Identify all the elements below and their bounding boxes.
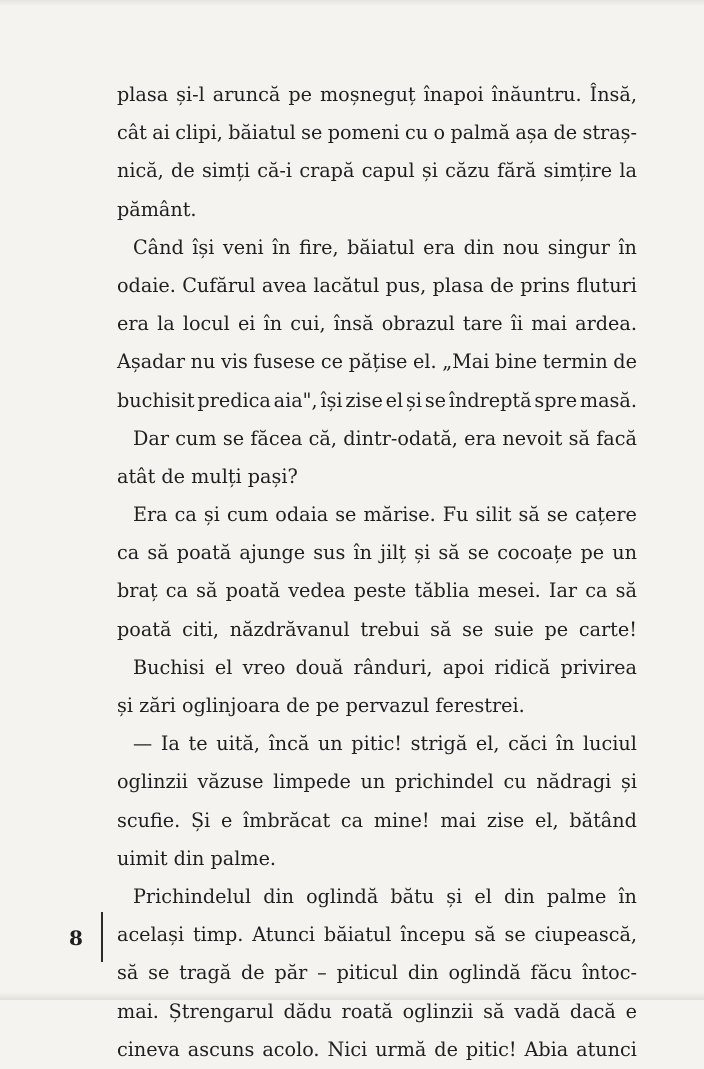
word: de bbox=[171, 159, 195, 183]
word: el bbox=[214, 655, 233, 679]
word: însă bbox=[333, 312, 374, 336]
word: oglindă bbox=[306, 884, 379, 908]
page-top-edge bbox=[0, 0, 704, 6]
word: Ștrengarul bbox=[168, 999, 274, 1023]
word: prins bbox=[520, 273, 570, 297]
text-line: pământ. bbox=[117, 197, 197, 221]
word: odaia bbox=[275, 503, 329, 527]
word: rânduri, bbox=[353, 655, 433, 679]
body-text bbox=[117, 76, 637, 1069]
word: de bbox=[613, 350, 637, 374]
word: el bbox=[474, 884, 492, 908]
word: Nici bbox=[327, 1037, 368, 1061]
word: căzu bbox=[445, 159, 490, 183]
word: vedea bbox=[288, 579, 346, 603]
word: băiatul bbox=[323, 923, 392, 947]
word: straș- bbox=[582, 121, 637, 145]
word: de bbox=[553, 121, 578, 145]
text-line bbox=[117, 611, 637, 649]
word: Când bbox=[133, 235, 184, 259]
word: și bbox=[620, 770, 637, 794]
word: el bbox=[385, 388, 404, 412]
word: ca bbox=[340, 808, 364, 832]
word: mai bbox=[440, 808, 477, 832]
word: făcea bbox=[250, 426, 303, 450]
word: buchisit bbox=[117, 388, 195, 412]
word: să bbox=[438, 541, 460, 565]
word: un bbox=[612, 541, 637, 565]
word: carte! bbox=[578, 617, 637, 641]
text-line bbox=[117, 343, 637, 381]
word: poată bbox=[176, 541, 232, 565]
word: cineva bbox=[117, 1037, 180, 1061]
word: să bbox=[568, 426, 590, 450]
word: oglinzii bbox=[402, 999, 474, 1023]
word: poată bbox=[225, 579, 281, 603]
word: cu bbox=[404, 121, 429, 145]
word: să bbox=[483, 999, 505, 1023]
word: oglinzii bbox=[117, 770, 188, 794]
text-line bbox=[117, 725, 637, 763]
word: bine bbox=[495, 350, 538, 374]
word: simțire bbox=[543, 159, 613, 183]
word: Iar bbox=[548, 579, 578, 603]
word: se bbox=[504, 923, 526, 947]
word: nică, bbox=[117, 159, 164, 183]
word: fire, bbox=[299, 235, 339, 259]
word: vreo bbox=[242, 655, 286, 679]
word: și bbox=[446, 884, 463, 908]
word: mai bbox=[531, 312, 567, 336]
word: și bbox=[421, 159, 438, 183]
word: ardea. bbox=[575, 312, 637, 336]
word: fluturi bbox=[576, 273, 637, 297]
word: nu bbox=[190, 350, 216, 374]
text-line: uimit din palme. bbox=[117, 846, 277, 870]
word: un bbox=[360, 770, 386, 794]
word: din bbox=[263, 884, 294, 908]
word: băiatul bbox=[228, 121, 296, 145]
word: Și bbox=[190, 808, 211, 832]
word: e bbox=[625, 999, 637, 1023]
word: la bbox=[619, 159, 637, 183]
word: să bbox=[518, 503, 540, 527]
word: Buchisi bbox=[133, 655, 205, 679]
word: înapoi bbox=[423, 83, 484, 106]
word: era bbox=[423, 235, 456, 259]
word: odaie. bbox=[117, 273, 176, 297]
word: mai. bbox=[117, 999, 159, 1023]
word: Cufărul bbox=[182, 273, 256, 297]
page-number-rule bbox=[101, 912, 103, 962]
word: spre bbox=[534, 388, 578, 412]
word: trebui bbox=[360, 617, 420, 641]
text-line bbox=[117, 802, 637, 840]
word: palme bbox=[546, 884, 607, 908]
word: e bbox=[220, 808, 233, 832]
word: cât bbox=[117, 121, 147, 145]
word: Ia bbox=[160, 732, 180, 756]
word: zise bbox=[345, 388, 383, 412]
word: din bbox=[407, 961, 439, 985]
word: Însă, bbox=[589, 83, 637, 106]
word: moșneguț bbox=[319, 83, 416, 106]
word: același bbox=[117, 923, 185, 947]
text-line bbox=[117, 534, 637, 572]
word: pe bbox=[288, 83, 312, 106]
word: îi bbox=[510, 312, 524, 336]
word: în bbox=[555, 732, 575, 756]
text-line bbox=[117, 305, 637, 343]
word: privirea bbox=[560, 655, 637, 679]
word: nevoit bbox=[502, 426, 563, 450]
word: cum bbox=[175, 426, 217, 450]
word: cu bbox=[503, 770, 527, 794]
word: că, bbox=[308, 426, 337, 450]
word: pitic! bbox=[465, 1037, 517, 1061]
word: de bbox=[490, 273, 514, 297]
word: și bbox=[406, 388, 422, 412]
word: se bbox=[546, 503, 569, 527]
word: începu bbox=[400, 923, 466, 947]
word: — bbox=[133, 732, 153, 756]
word: un bbox=[317, 732, 343, 756]
text-line bbox=[117, 954, 637, 992]
word: se bbox=[424, 388, 447, 412]
word: strigă bbox=[410, 732, 468, 756]
word: dintr-odată, bbox=[343, 426, 458, 450]
word: dădu bbox=[283, 999, 332, 1023]
word: ajunge bbox=[239, 541, 306, 565]
word: pitic! bbox=[351, 732, 403, 756]
word: zise bbox=[486, 808, 525, 832]
word: să bbox=[117, 961, 139, 985]
word: el, bbox=[535, 808, 559, 832]
word: crapă bbox=[299, 159, 355, 183]
word: din bbox=[504, 884, 535, 908]
word: și bbox=[203, 503, 220, 527]
text-line bbox=[117, 763, 637, 801]
word: păr bbox=[274, 961, 308, 985]
word: prichindel bbox=[394, 770, 494, 794]
text-line bbox=[117, 916, 637, 954]
word: pe bbox=[544, 617, 569, 641]
word: cui, bbox=[290, 312, 326, 336]
word: nădragi bbox=[536, 770, 612, 794]
word: îmbrăcat bbox=[243, 808, 331, 832]
word: te bbox=[188, 732, 208, 756]
word: se bbox=[467, 541, 490, 565]
word: să bbox=[615, 579, 637, 603]
word: Așadar bbox=[117, 350, 186, 374]
word: să bbox=[474, 923, 496, 947]
word: se bbox=[301, 121, 323, 145]
text-line: atât de mulți pași? bbox=[117, 464, 298, 488]
word: el. bbox=[413, 350, 437, 374]
text-line bbox=[117, 572, 637, 610]
word: se bbox=[335, 503, 357, 527]
word: el, bbox=[475, 732, 500, 756]
word: pomeni bbox=[327, 121, 400, 145]
word: apoi bbox=[442, 655, 485, 679]
word: capul bbox=[361, 159, 415, 183]
word: suie bbox=[494, 617, 534, 641]
word: în bbox=[272, 235, 291, 259]
word: să bbox=[430, 617, 452, 641]
word: mărise. bbox=[363, 503, 436, 527]
word: limpede bbox=[273, 770, 351, 794]
word: – bbox=[317, 961, 327, 985]
word: din bbox=[463, 235, 495, 259]
word: căci bbox=[508, 732, 548, 756]
word: urmă bbox=[375, 1037, 427, 1061]
word: aia", bbox=[273, 388, 318, 412]
text-line bbox=[117, 420, 637, 458]
word: simți bbox=[201, 159, 250, 183]
word: tare bbox=[462, 312, 503, 336]
word: ridică bbox=[494, 655, 551, 679]
word: lacătul bbox=[313, 273, 380, 297]
text-line bbox=[117, 152, 637, 190]
word: braț bbox=[117, 579, 158, 603]
word: ca bbox=[117, 541, 140, 565]
word: cum bbox=[226, 503, 269, 527]
page-number: 8 bbox=[69, 926, 83, 950]
word: facă bbox=[596, 426, 637, 450]
word: Fu bbox=[442, 503, 469, 527]
word: poată bbox=[117, 617, 172, 641]
word: întoc- bbox=[581, 961, 637, 985]
word: ca bbox=[174, 503, 197, 527]
word: obrazul bbox=[381, 312, 455, 336]
word: îndreptă bbox=[448, 388, 532, 412]
word: Atunci bbox=[252, 923, 316, 947]
word: două bbox=[295, 655, 344, 679]
word: „Mai bbox=[442, 350, 490, 374]
word: își bbox=[320, 388, 343, 412]
word: așa bbox=[515, 121, 549, 145]
text-line bbox=[117, 878, 637, 916]
word: luciul bbox=[583, 732, 637, 756]
word: făcu bbox=[530, 961, 573, 985]
word: în bbox=[263, 312, 283, 336]
word: era bbox=[117, 312, 149, 336]
word: băiatul bbox=[347, 235, 415, 259]
text-line bbox=[117, 267, 637, 305]
word: vadă bbox=[514, 999, 561, 1023]
word: ciupească, bbox=[534, 923, 637, 947]
word: timp. bbox=[192, 923, 244, 947]
word: ei bbox=[237, 312, 256, 336]
word: termin bbox=[542, 350, 608, 374]
word: dacă bbox=[569, 999, 616, 1023]
word: piticul bbox=[336, 961, 399, 985]
word: ce bbox=[320, 350, 344, 374]
word: roată bbox=[341, 999, 393, 1023]
text-line bbox=[117, 496, 637, 534]
word: încă bbox=[268, 732, 310, 756]
word: pus, bbox=[385, 273, 427, 297]
word: ca bbox=[165, 579, 188, 603]
word: în bbox=[618, 884, 637, 908]
word: peste bbox=[353, 579, 407, 603]
word: se bbox=[462, 617, 484, 641]
word: vis bbox=[220, 350, 248, 374]
word: ascuns bbox=[187, 1037, 255, 1061]
word: pățise bbox=[348, 350, 408, 374]
word: să bbox=[147, 541, 169, 565]
word: sus bbox=[313, 541, 346, 565]
word: era bbox=[464, 426, 497, 450]
word: Dar bbox=[133, 426, 169, 450]
word: își bbox=[192, 235, 215, 259]
page-bottom-edge bbox=[0, 992, 704, 1000]
word: avea bbox=[261, 273, 307, 297]
word: se bbox=[222, 426, 245, 450]
word: de bbox=[434, 1037, 458, 1061]
word: palmă bbox=[450, 121, 510, 145]
text-line bbox=[117, 649, 637, 687]
word: atunci bbox=[576, 1037, 637, 1061]
word: tragă bbox=[179, 961, 232, 985]
word: de bbox=[240, 961, 265, 985]
word: masă. bbox=[579, 388, 637, 412]
word: clipi, bbox=[175, 121, 223, 145]
word: predica bbox=[197, 388, 271, 412]
word: ca bbox=[585, 579, 608, 603]
word: și-l bbox=[176, 83, 205, 106]
text-line bbox=[117, 76, 637, 114]
word: ai bbox=[152, 121, 170, 145]
word: jilț bbox=[380, 541, 407, 565]
word: că-i bbox=[257, 159, 293, 183]
word: mine! bbox=[373, 808, 430, 832]
word: bătând bbox=[569, 808, 637, 832]
word: uită, bbox=[216, 732, 260, 756]
word: nou bbox=[502, 235, 540, 259]
word: bătu bbox=[390, 884, 435, 908]
text-line bbox=[117, 229, 637, 267]
word: locul bbox=[182, 312, 230, 336]
word: Prichindelul bbox=[133, 884, 252, 908]
word: văzuse bbox=[197, 770, 264, 794]
word: o bbox=[433, 121, 446, 145]
word: se bbox=[148, 961, 170, 985]
word: scufie. bbox=[117, 808, 181, 832]
word: cocoațe bbox=[497, 541, 573, 565]
word: și bbox=[414, 541, 431, 565]
word: Era bbox=[133, 503, 168, 527]
word: năzdrăvanul bbox=[229, 617, 350, 641]
word: veni bbox=[222, 235, 264, 259]
word: în bbox=[353, 541, 373, 565]
word: cațere bbox=[575, 503, 637, 527]
word: acolo. bbox=[262, 1037, 320, 1061]
word: oglindă bbox=[448, 961, 521, 985]
word: Abia bbox=[524, 1037, 569, 1061]
word: tăblia bbox=[414, 579, 470, 603]
word: înăuntru. bbox=[491, 83, 582, 106]
word: fără bbox=[497, 159, 537, 183]
word: silit bbox=[475, 503, 512, 527]
word: să bbox=[196, 579, 218, 603]
word: mesei. bbox=[477, 579, 541, 603]
word: la bbox=[157, 312, 175, 336]
word: pe bbox=[580, 541, 605, 565]
word: citi, bbox=[182, 617, 219, 641]
text-line bbox=[117, 114, 637, 152]
text-line bbox=[117, 382, 637, 420]
text-line bbox=[117, 1031, 637, 1069]
text-line: și zări oglinjoara de pe pervazul ferestrei. bbox=[117, 694, 525, 717]
word: singur bbox=[547, 235, 610, 259]
word: aruncă bbox=[212, 83, 281, 106]
word: plasa bbox=[432, 273, 484, 297]
word: fusese bbox=[253, 350, 316, 374]
word: plasa bbox=[117, 83, 169, 106]
word: în bbox=[618, 235, 637, 259]
